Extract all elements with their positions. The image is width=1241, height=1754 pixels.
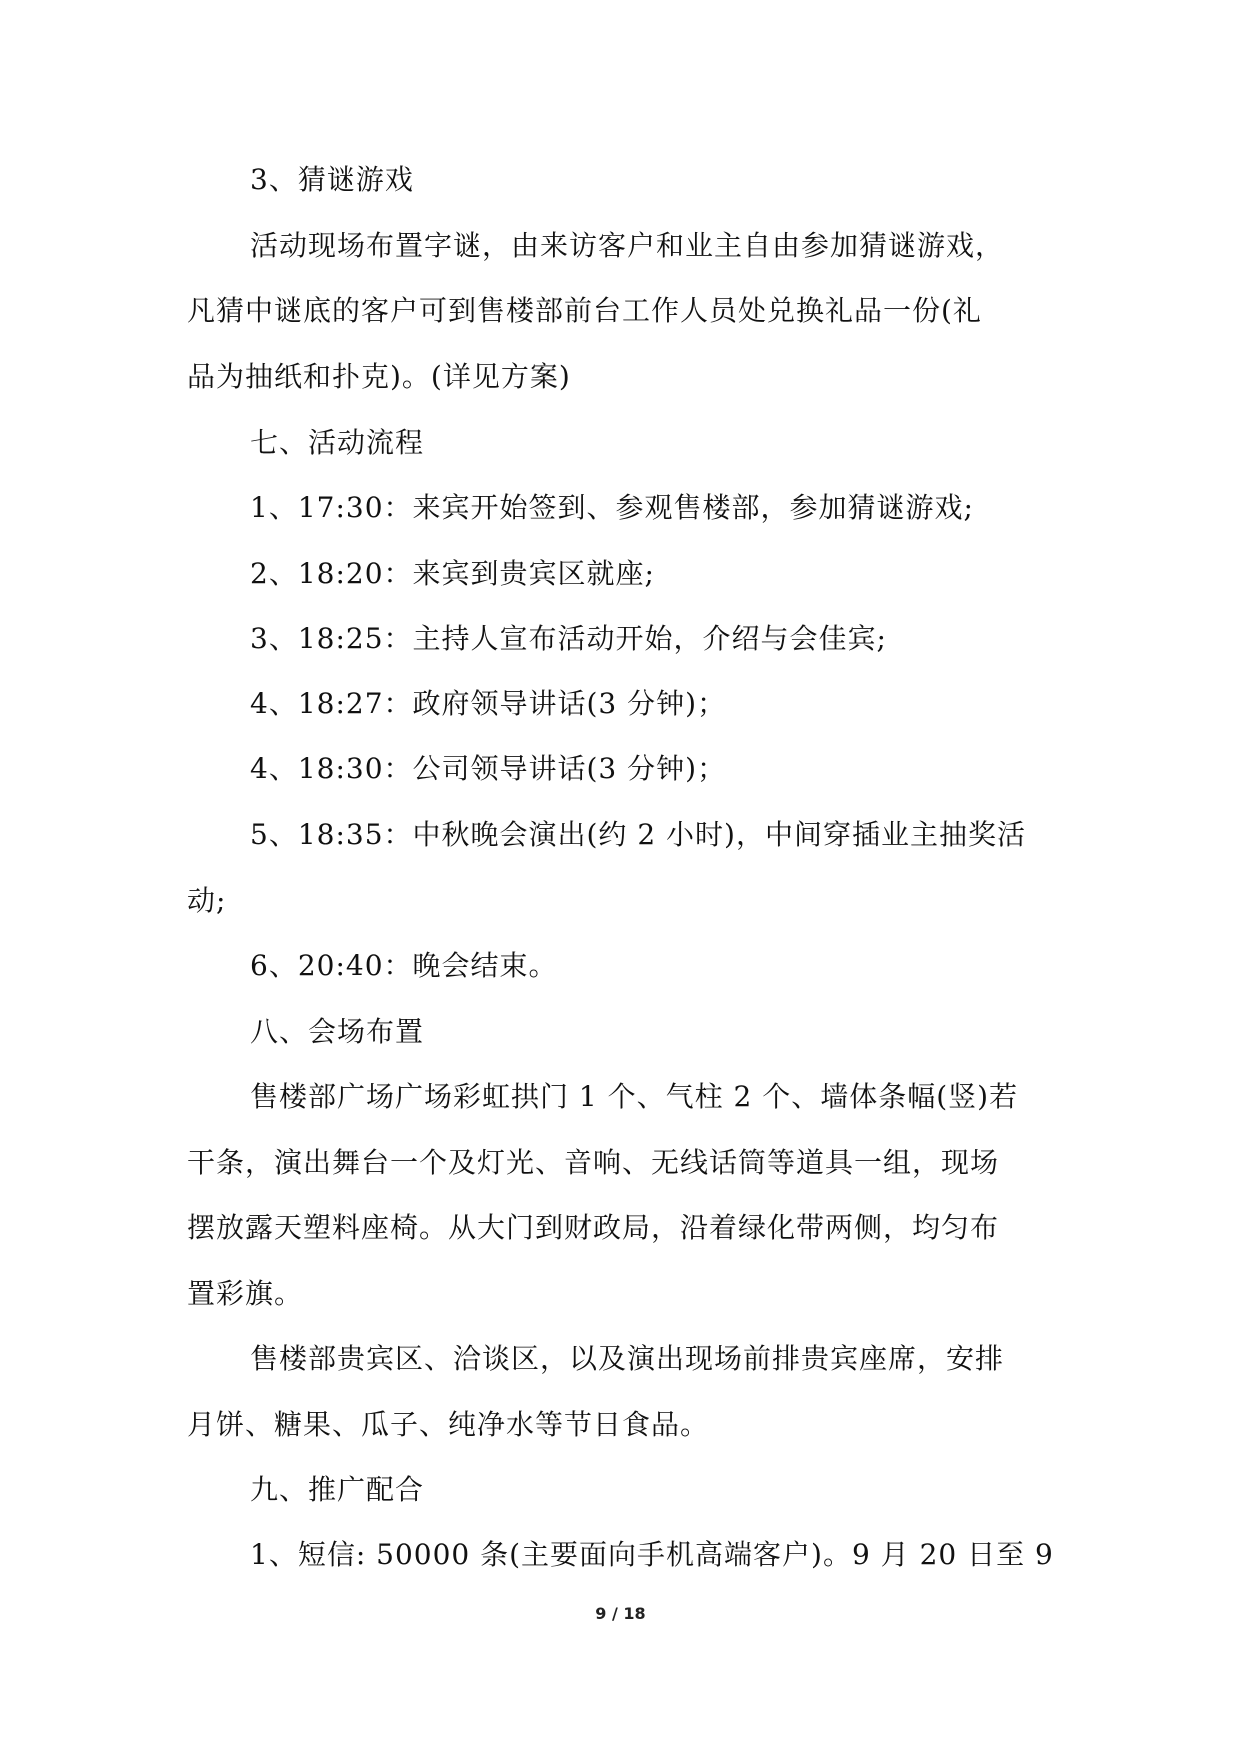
body-line: 品为抽纸和扑克)。(详见方案) [187,360,571,393]
body-line: 置彩旗。 [187,1277,304,1310]
body-line: 5、18:35：中秋晚会演出(约 2 小时)，中间穿插业主抽奖活 [250,818,1026,851]
body-line: 月饼、糖果、瓜子、纯净水等节日食品。 [187,1408,710,1441]
body-line: 2、18:20：来宾到贵宾区就座; [250,557,655,590]
body-line: 凡猜中谜底的客户可到售楼部前台工作人员处兑换礼品一份(礼 [187,294,982,327]
body-line: 售楼部广场广场彩虹拱门 1 个、气柱 2 个、墙体条幅(竖)若 [250,1080,1019,1113]
section-heading: 七、活动流程 [250,426,425,459]
body-line: 1、短信: 50000 条(主要面向手机高端客户)。9 月 20 日至 9 [250,1538,1054,1571]
body-line: 3、猜谜游戏 [250,163,414,196]
body-line: 3、18:25：主持人宣布活动开始，介绍与会佳宾; [250,622,887,655]
body-line: 6、20:40：晚会结束。 [250,949,558,982]
section-heading: 九、推广配合 [250,1473,425,1506]
body-line: 动; [187,884,227,917]
section-heading: 八、会场布置 [250,1015,425,1048]
body-line: 干条，演出舞台一个及灯光、音响、无线话筒等道具一组，现场 [187,1146,1000,1179]
body-line: 4、18:30：公司领导讲话(3 分钟)； [250,752,727,785]
body-line: 活动现场布置字谜，由来访客户和业主自由参加猜谜游戏， [250,229,1005,262]
body-line: 摆放露天塑料座椅。从大门到财政局，沿着绿化带两侧，均匀布 [187,1211,1000,1244]
body-line: 售楼部贵宾区、洽谈区，以及演出现场前排贵宾座席，安排 [250,1342,1005,1375]
body-line: 1、17:30：来宾开始签到、参观售楼部，参加猜谜游戏; [250,491,974,524]
body-line: 4、18:27：政府领导讲话(3 分钟)； [250,687,727,720]
page-number: 9 / 18 [595,1604,646,1623]
